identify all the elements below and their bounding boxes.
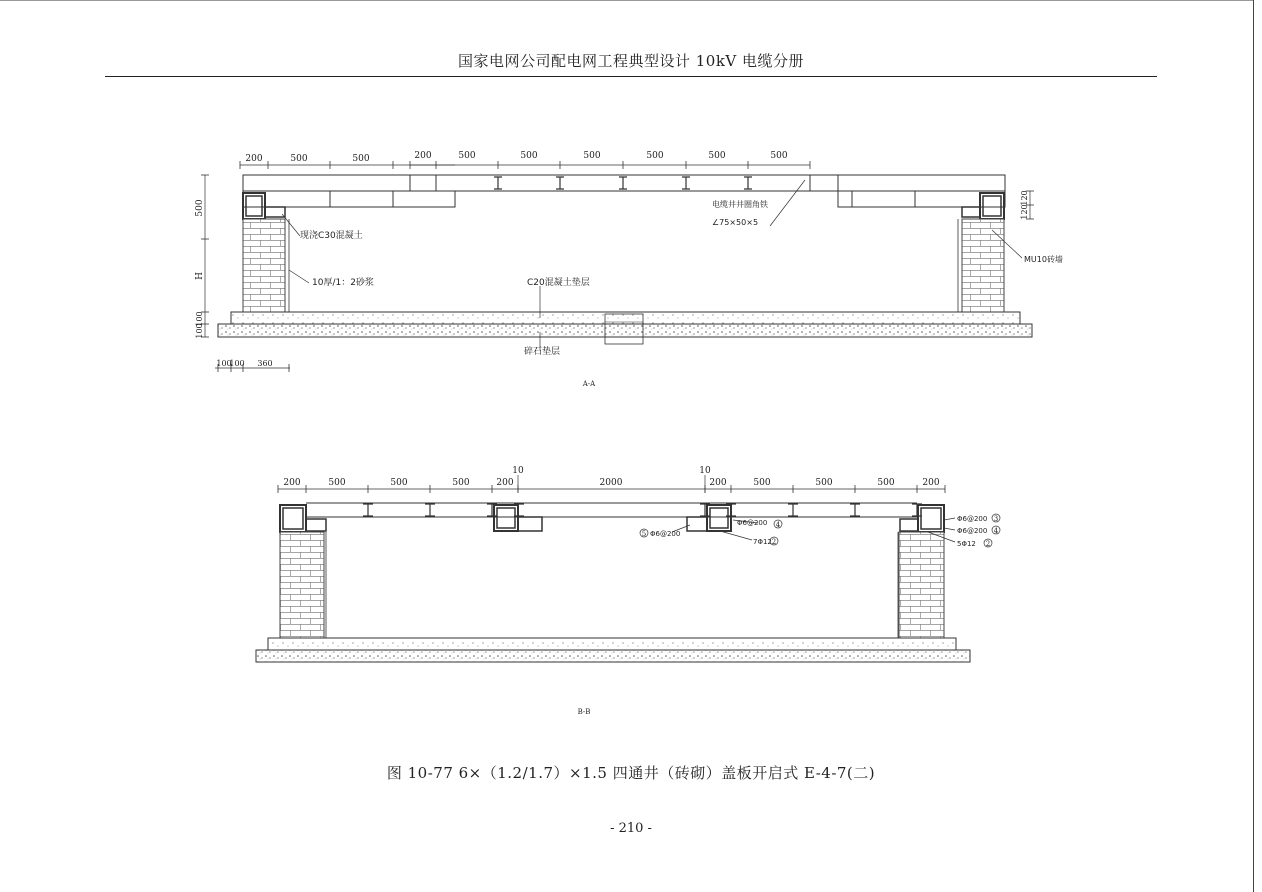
aa-dim-top-6: 500 (708, 151, 726, 161)
bb-rebar-right-1-text: Φ6@200 (957, 515, 988, 523)
bb-dim-5: 200 (496, 478, 514, 488)
bb-dim-11: 200 (922, 478, 940, 488)
bb-dim-ten-right: 10 (699, 466, 711, 476)
bb-rebar-mid-2-text: 7Φ12 (753, 538, 772, 546)
aa-dim-left-h: H (195, 272, 205, 280)
bb-rebar-right-3-text: 5Φ12 (957, 540, 976, 548)
bb-dim-6: 2000 (599, 478, 623, 488)
aa-dim-top-left-3: 500 (352, 154, 370, 164)
bb-rebar-left-num: 5 (641, 530, 647, 538)
bb-dim-1: 200 (283, 478, 301, 488)
aa-dim-left-100a: 100 (195, 311, 204, 327)
aa-label-gravel: 碎石垫层 (524, 347, 561, 357)
bb-rebar-right-2-text: Φ6@200 (957, 527, 988, 535)
aa-dim-top-4: 500 (583, 151, 601, 161)
aa-dim-top-left-2: 500 (290, 154, 308, 164)
aa-section-label: A-A (582, 380, 596, 388)
section-bb (256, 475, 970, 662)
aa-dim-top-1: 200 (414, 151, 432, 161)
bb-rebar-right-3-num: 2 (985, 540, 991, 548)
bb-dim-9: 500 (815, 478, 833, 488)
aa-dim-bottom-100b: 100 (229, 359, 245, 368)
bb-dim-3: 500 (390, 478, 408, 488)
aa-dim-top-7: 500 (770, 151, 788, 161)
aa-dim-top-left-1: 200 (245, 154, 263, 164)
bb-dim-8: 500 (753, 478, 771, 488)
aa-dim-top-3: 500 (520, 151, 538, 161)
aa-label-mortar: 10厚/1：2砂浆 (312, 278, 374, 288)
aa-dim-left-500: 500 (195, 199, 205, 217)
bb-rebar-left-text: Φ6@200 (650, 530, 681, 538)
aa-label-angle-steel-1: 电缆井井圈角铁 (712, 200, 768, 209)
figure-caption: 图 10-77 6×（1.2/1.7）×1.5 四通井（砖砌）盖板开启式 E-4-7(二) (386, 764, 876, 782)
section-aa (201, 161, 1034, 372)
aa-dim-bottom-360: 360 (257, 359, 273, 368)
aa-label-brick-wall: MU10砖墙 (1024, 255, 1063, 264)
bb-rebar-mid-1-text: Φ6@200 (737, 519, 768, 527)
bb-rebar-right-1-num: 3 (993, 515, 999, 523)
page-number: - 210 - (610, 821, 652, 836)
aa-dim-right-120b: 120 (1020, 204, 1029, 220)
bb-dim-ten-left: 10 (512, 466, 524, 476)
aa-label-c20: C20混凝土垫层 (527, 278, 590, 288)
bb-rebar-mid-2-num: 2 (771, 538, 777, 546)
aa-dim-top-5: 500 (646, 151, 664, 161)
aa-dim-bottom-100a: 100 (216, 359, 232, 368)
aa-dim-top-2: 500 (458, 151, 476, 161)
page-header: 国家电网公司配电网工程典型设计 10kV 电缆分册 (457, 52, 805, 70)
bb-rebar-right-2-num: 4 (993, 527, 999, 535)
bb-dim-10: 500 (877, 478, 895, 488)
aa-dim-left-100b: 100 (195, 323, 204, 339)
bb-dim-4: 500 (452, 478, 470, 488)
aa-label-angle-steel-2: ∠75×50×5 (712, 218, 759, 227)
aa-label-concrete: 现浇C30混凝土 (300, 231, 363, 241)
bb-section-label: B-B (577, 708, 591, 716)
bb-dim-2: 500 (328, 478, 346, 488)
aa-dim-right-120a: 120 (1020, 190, 1029, 206)
bb-dim-7: 200 (709, 478, 727, 488)
bb-rebar-mid-1-num: 4 (775, 521, 781, 529)
